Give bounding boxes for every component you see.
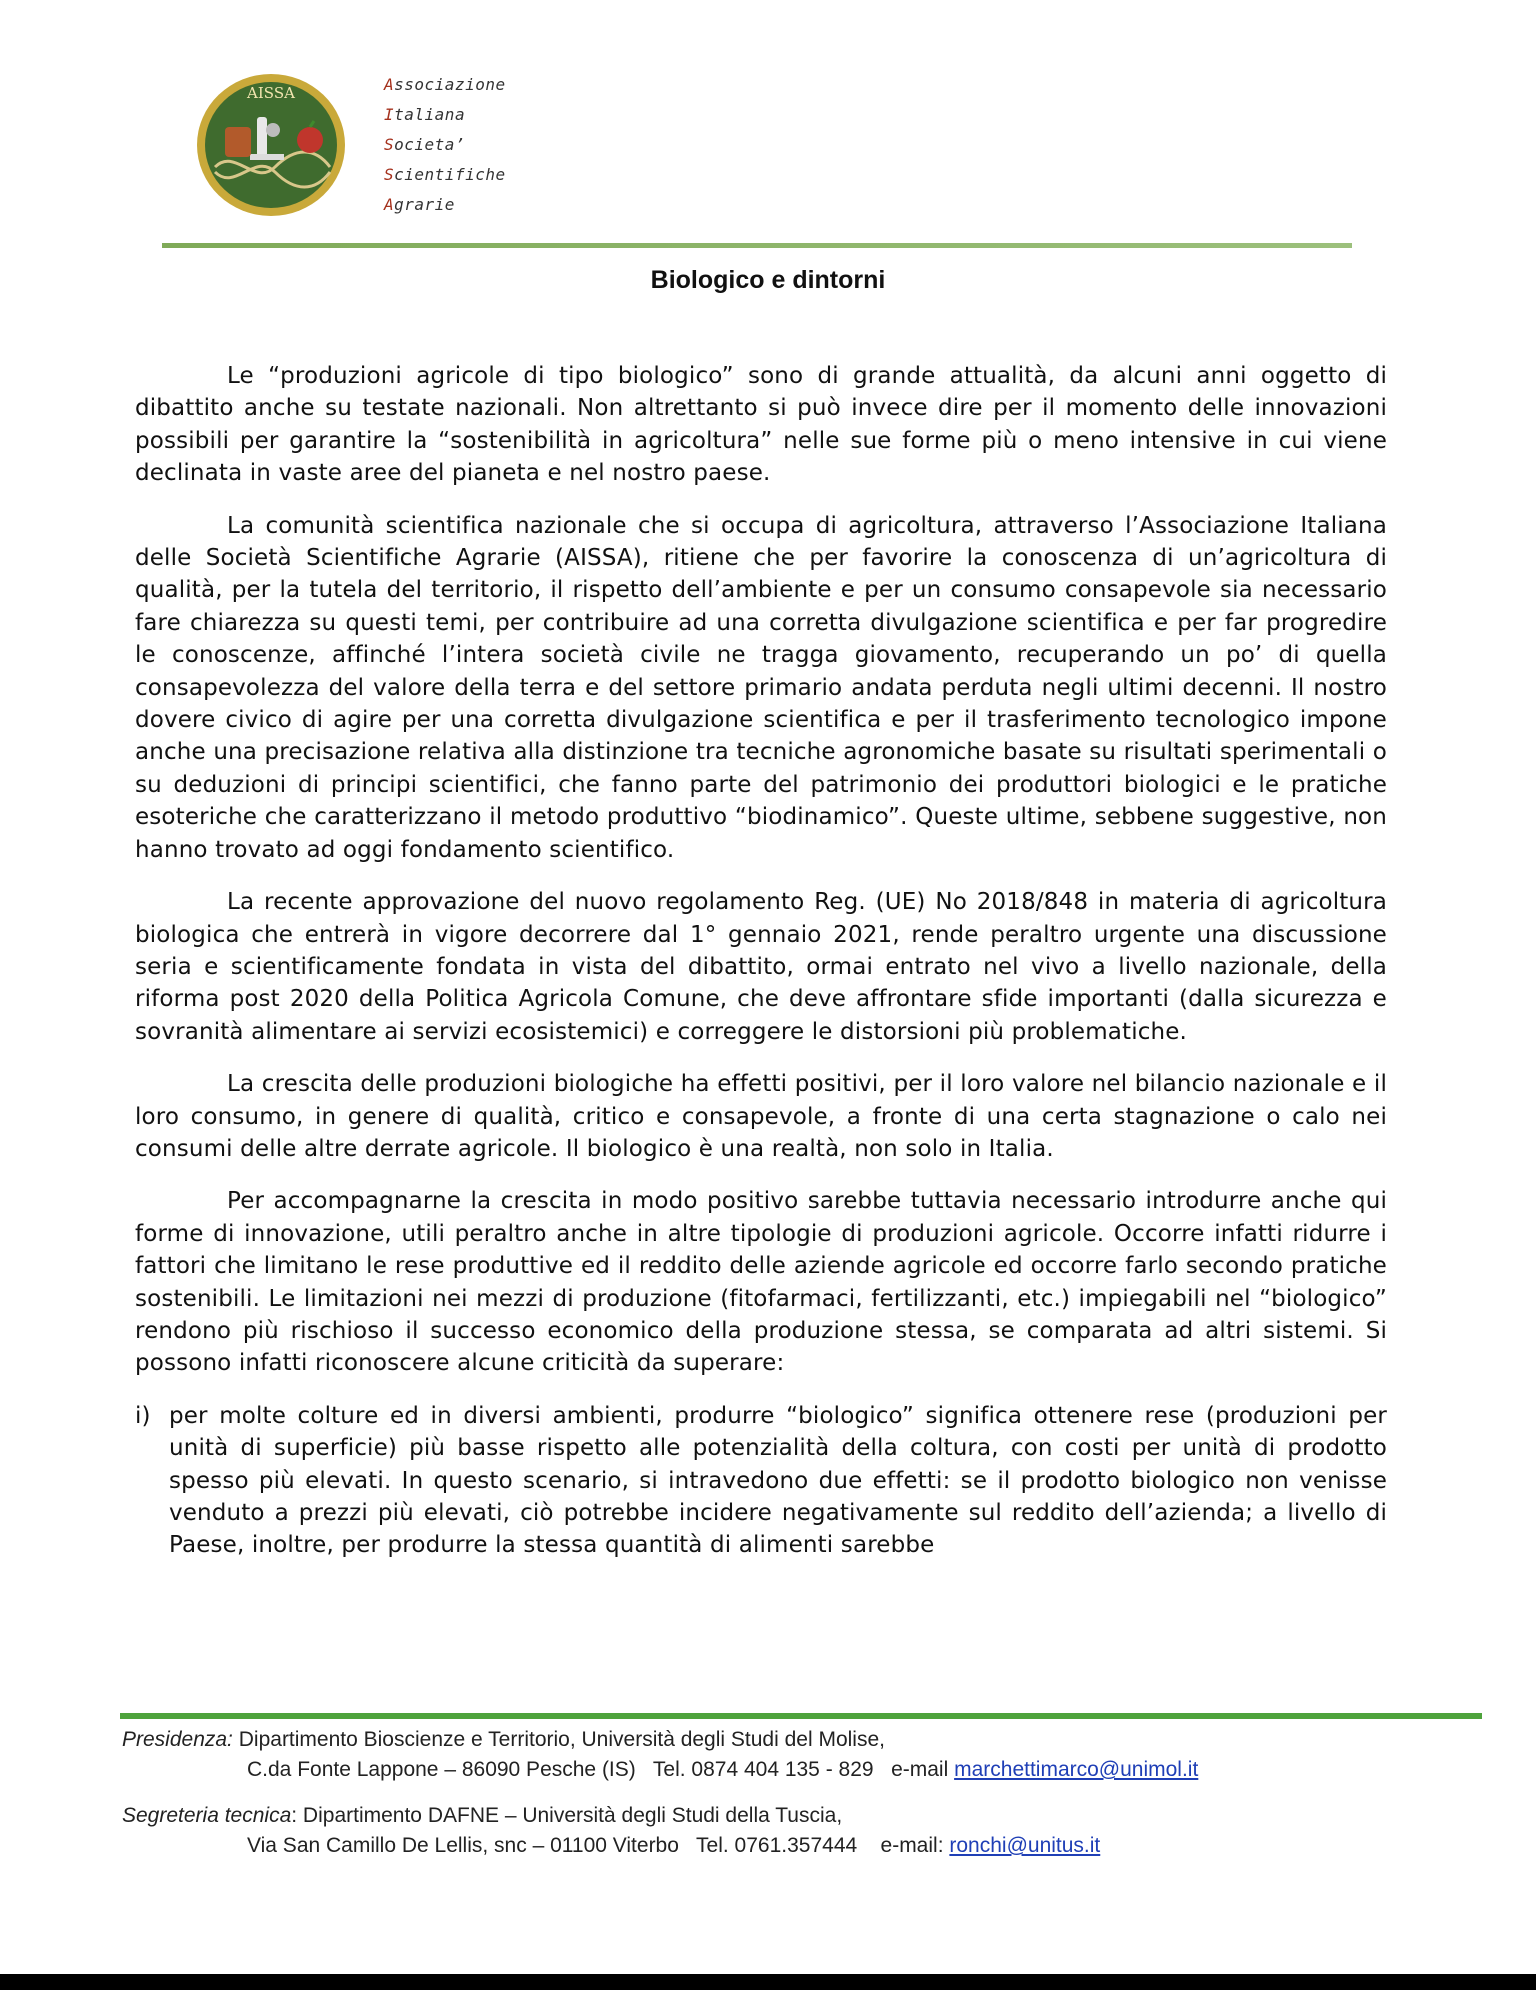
org-name [384,70,506,220]
segreteria-label: Segreteria tecnica [122,1804,292,1827]
footer-presidenza [122,1725,1502,1785]
presidenza-line-2: C.da Fonte Lappone – 86090 Pesche (IS) Tel. 0874 404 135 - 829 e-mail marchettimarco@unimol.it [247,1758,1199,1781]
org-line: Societa’ [384,135,466,154]
org-line: Associazione [384,75,506,94]
list-marker: i) [135,1402,151,1429]
paragraph: La crescita delle produzioni biologiche ha effetti positivi, per il loro valore nel bilancio nazionale e il loro consumo, in genere di qualità, critico e consapevole, a fronte di una certa stagnazione o calo nei consumi delle altre derrate agricole. Il biologico è una realtà, non solo in Italia. [135,1071,1387,1162]
presidenza-line-1: Presidenza: Dipartimento Bioscienze e Territorio, Università degli Studi del Molise, [122,1728,885,1751]
document-body [135,360,1387,1562]
paragraph: Le “produzioni agricole di tipo biologico” sono di grande attualità, da alcuni anni oggetto di dibattito anche su testate nazionali. Non altrettanto si può invece dire per il momento delle innovazioni possibili per garantire la “sostenibilità in agricoltura” nelle sue forme più o meno intensive in cui viene declinata in vaste aree del pianeta e nel nostro paese. [135,363,1387,487]
header-divider [162,243,1352,248]
logo-text: AISSA [247,84,295,102]
presidenza-email-link[interactable]: marchettimarco@unimol.it [954,1758,1199,1781]
document-title: Biologico e dintorni [650,266,886,294]
paragraph: La recente approvazione del nuovo regolamento Reg. (UE) No 2018/848 in materia di agricoltura biologica che entrerà in vigore decorrere dal 1° gennaio 2021, rende peraltro urgente una discussione seria e scientificamente fondata in vista del dibattito, ormai entrato nel vivo a livello nazionale, della riforma post 2020 della Politica Agricola Comune, che deve affrontare sfide importanti (dalla sicurezza e sovranità alimentare ai servizi ecosistemici) e correggere le distorsioni più problematiche. [135,889,1387,1045]
list-item [135,1400,1387,1562]
scan-edge-bar [0,1974,1536,1990]
org-line: Agrarie [384,195,455,214]
footer-segreteria [122,1801,1502,1861]
segreteria-line-2: Via San Camillo De Lellis, snc – 01100 Viterbo Tel. 0761.357444 e-mail: ronchi@unitus.it [247,1834,1101,1857]
paragraph: Per accompagnarne la crescita in modo positivo sarebbe tuttavia necessario introdurre anche qui forme di innovazione, utili peraltro anche in altre tipologie di produzioni agricole. Occorre infatti ridurre i fattori che limitano le rese produttive ed il reddito delle aziende agricole ed occorre farlo secondo pratiche sostenibili. Le limitazioni nei mezzi di produzione (fitofarmaci, fertilizzanti, etc.) impiegabili nel “biologico” rendono più rischioso il successo economico della produzione stessa, se comparata ad altri sistemi. Si possono infatti riconoscere alcune criticità da superare: [135,1188,1387,1377]
paragraph: La comunità scientifica nazionale che si occupa di agricoltura, attraverso l’Associazione Italiana delle Società Scientifiche Agrarie (AISSA), ritiene che per favorire la conoscenza di un’agricoltura di qualità, per la tutela del territorio, il rispetto dell’ambiente e per un consumo consapevole sia necessario fare chiarezza su questi temi, per contribuire ad una corretta divulgazione scientifica e per far progredire le conoscenze, affinché l’intera società civile ne tragga giovamento, recuperando un po’ di quella consapevolezza del valore della terra e del settore primario andata perduta negli ultimi decenni. Il nostro dovere civico di agire per una corretta divulgazione scientifica e per il trasferimento tecnologico impone anche una precisazione relativa alla distinzione tra tecniche agronomiche basate su risultati sperimentali o su deduzioni di principi scientifici, che fanno parte del patrimonio dei produttori biologici e le pratiche esoteriche che caratterizzano il metodo produttivo “biodinamico”. Queste ultime, sebbene suggestive, non hanno trovato ad oggi fondamento scientifico. [135,512,1387,863]
org-line: Scientifiche [384,165,506,184]
footer-divider [120,1713,1482,1719]
aissa-logo [195,72,347,218]
list-item-text: per molte colture ed in diversi ambienti, produrre “biologico” significa ottenere rese (produzioni per unità di superficie) più basse rispetto alle potenzialità della coltura, con costi per unità di prodotto spesso più elevati. In questo scenario, si intravedono due effetti: se il prodotto biologico non venisse venduto a prezzi più elevati, ciò potrebbe incidere negativamente sul reddito dell’azienda; a livello di Paese, inoltre, per produrre la stessa quantità di alimenti sarebbe [169,1402,1387,1559]
segreteria-email-link[interactable]: ronchi@unitus.it [949,1834,1101,1857]
presidenza-label: Presidenza: [122,1728,233,1751]
segreteria-line-1: Segreteria tecnica: Dipartimento DAFNE – Università degli Studi della Tuscia, [122,1804,843,1827]
org-line: Italiana [384,105,466,124]
footer [122,1725,1502,1877]
